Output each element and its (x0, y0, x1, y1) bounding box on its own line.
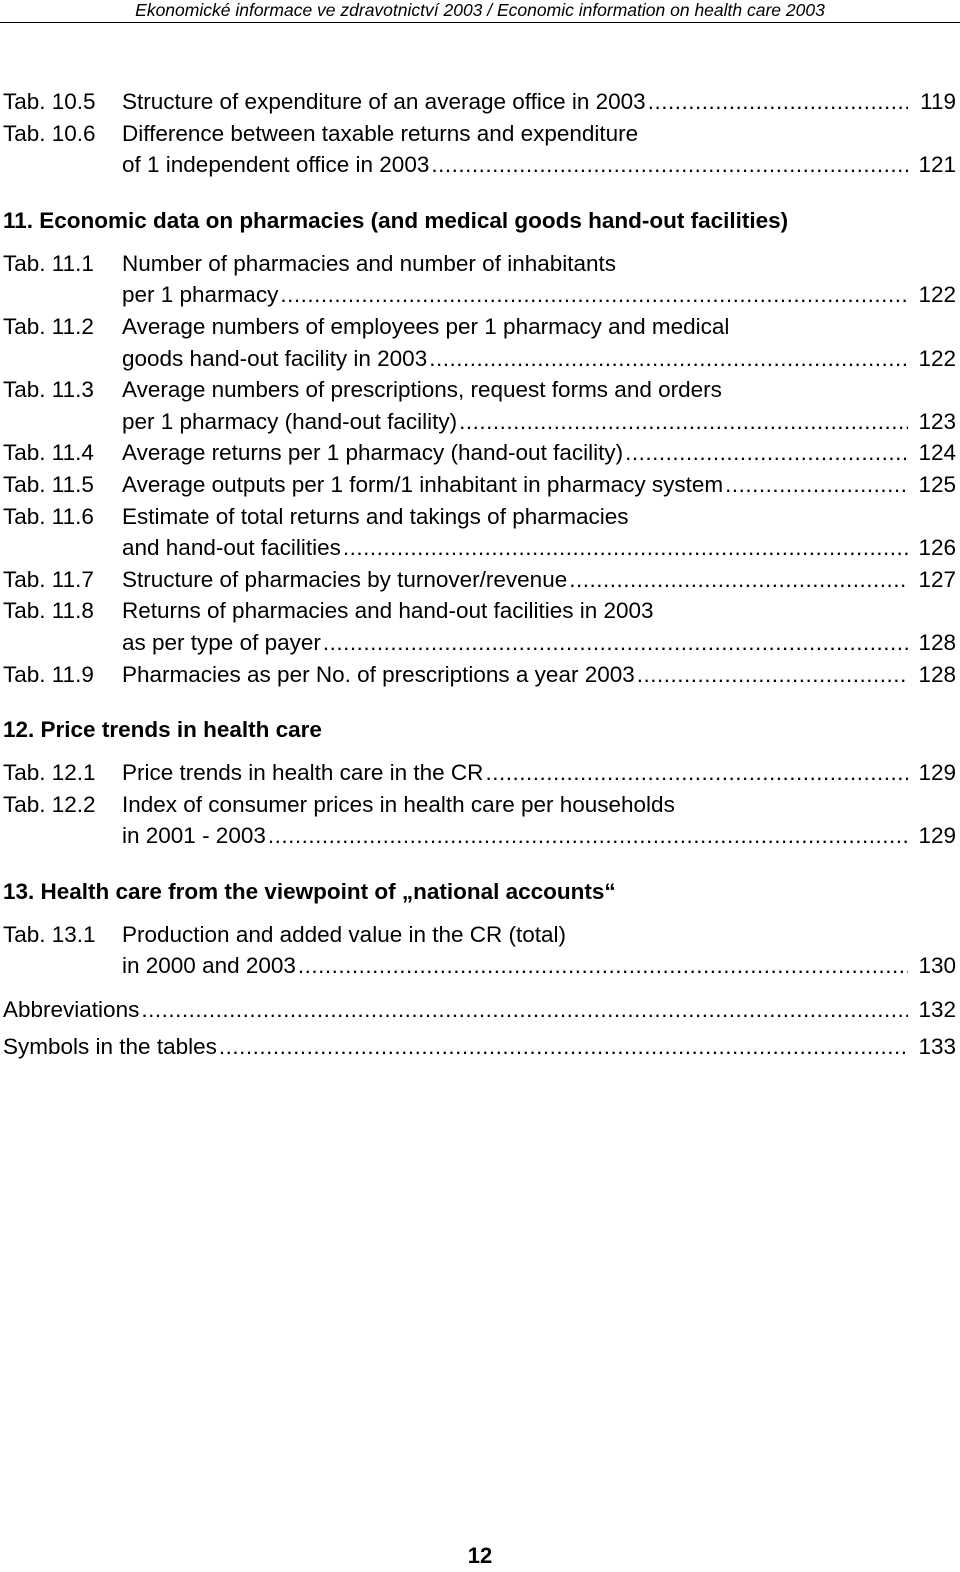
toc-entry-title-cont: as per type of payer (122, 629, 321, 655)
toc-entry-page: 128 (918, 661, 956, 687)
dot-leader (648, 86, 908, 118)
toc-entry-page: 121 (918, 152, 956, 178)
dot-leader (637, 659, 908, 691)
toc-entry-tab-12-2[interactable] (3, 789, 956, 852)
toc-entry-tab-11-2[interactable] (3, 311, 956, 374)
toc-entry-tab-10-6[interactable] (3, 118, 956, 181)
dot-leader (725, 469, 908, 501)
toc-entry-tab-10-5[interactable] (3, 86, 956, 118)
dot-leader (141, 994, 908, 1026)
toc-entry-page: 123 (918, 408, 956, 434)
toc-entry-page: 122 (918, 345, 956, 371)
toc-section-10 (3, 86, 956, 181)
toc-entry-title: Average numbers of prescriptions, request forms and orders (122, 377, 722, 403)
toc-entry-tab-11-4[interactable] (3, 437, 956, 469)
toc-entry-tab-11-6[interactable] (3, 501, 956, 564)
running-header-title: Ekonomické informace ve zdravotnictví 2003 / Economic information on health care 2003 (135, 0, 825, 20)
toc-entry-label: Tab. 11.7 (3, 566, 94, 592)
dot-leader (485, 757, 908, 789)
toc-entry-title: Structure of pharmacies by turnover/revenue (122, 566, 568, 592)
toc-entry-tab-13-1[interactable] (3, 919, 956, 982)
toc-entry-page: 122 (918, 282, 956, 308)
dot-leader (431, 149, 908, 181)
toc-entry-page: 127 (918, 566, 956, 592)
toc-entry-tab-11-5[interactable] (3, 469, 956, 501)
toc-entry-symbols[interactable] (3, 1031, 956, 1063)
dot-leader (298, 950, 908, 982)
toc-entry-page: 119 (920, 89, 956, 114)
table-of-contents (3, 86, 956, 1062)
toc-entry-tab-11-3[interactable] (3, 374, 956, 437)
toc-entry-title-cont: in 2000 and 2003 (122, 953, 296, 979)
toc-entry-page: 128 (918, 629, 956, 655)
toc-entry-label: Tab. 11.2 (3, 313, 94, 339)
page-number: 12 (467, 1543, 493, 1568)
dot-leader (625, 437, 908, 469)
toc-entry-title: Price trends in health care in the CR (122, 760, 484, 786)
toc-entry-label: Tab. 11.8 (3, 598, 94, 624)
dot-leader (323, 627, 908, 659)
toc-entry-page: 129 (918, 760, 956, 786)
toc-entry-title-cont: per 1 pharmacy (hand-out facility) (122, 408, 458, 434)
toc-entry-title: Average numbers of employees per 1 pharmacy and medical (122, 313, 730, 339)
toc-entry-label: Tab. 12.1 (3, 760, 96, 786)
toc-entry-title: Number of pharmacies and number of inhabitants (122, 250, 617, 276)
toc-entry-title: Average returns per 1 pharmacy (hand-out facility) (122, 440, 624, 466)
toc-entry-label: Tab. 13.1 (3, 921, 96, 947)
toc-entry-title-cont: per 1 pharmacy (122, 282, 279, 308)
toc-entry-page: 130 (918, 953, 956, 979)
toc-entry-label: Tab. 11.9 (3, 661, 94, 687)
toc-entry-title-cont: and hand-out facilities (122, 535, 341, 561)
toc-entry-title: Average outputs per 1 form/1 inhabitant in pharmacy system (122, 471, 724, 497)
toc-entry-label: Tab. 10.5 (3, 89, 96, 114)
toc-entry-abbreviations[interactable] (3, 994, 956, 1026)
toc-entry-title: Structure of expenditure of an average office in 2003 (122, 89, 646, 114)
toc-section-13 (3, 876, 956, 982)
toc-entry-label: Tab. 11.6 (3, 503, 94, 529)
toc-entry-label: Tab. 11.1 (3, 250, 94, 276)
running-header (0, 0, 960, 23)
toc-entry-page: 133 (918, 1033, 956, 1059)
toc-section-12 (3, 714, 956, 852)
toc-entry-title: Abbreviations (3, 997, 140, 1023)
dot-leader (280, 279, 908, 311)
toc-entry-title-cont: of 1 independent office in 2003 (122, 152, 430, 178)
toc-entry-label: Tab. 11.3 (3, 377, 94, 403)
toc-entry-title: Pharmacies as per No. of prescriptions a year 2003 (122, 661, 635, 687)
toc-entry-tab-11-9[interactable] (3, 659, 956, 691)
toc-entry-label: Tab. 12.2 (3, 791, 96, 817)
toc-entry-title: Estimate of total returns and takings of pharmacies (122, 503, 629, 529)
dot-leader (429, 343, 908, 375)
dot-leader (569, 564, 908, 596)
toc-entry-tab-12-1[interactable] (3, 757, 956, 789)
toc-entry-page: 124 (918, 440, 956, 466)
toc-entry-tab-11-7[interactable] (3, 564, 956, 596)
dot-leader (268, 820, 908, 852)
toc-entry-title: Index of consumer prices in health care per households (122, 791, 675, 817)
section-heading-11: 11. Economic data on pharmacies (and medical goods hand-out facilities) (3, 207, 789, 233)
dot-leader (219, 1031, 908, 1063)
toc-entry-title: Difference between taxable returns and expenditure (122, 120, 639, 146)
toc-entry-title-cont: goods hand-out facility in 2003 (122, 345, 428, 371)
toc-entry-title: Production and added value in the CR (total) (122, 921, 567, 947)
toc-entry-title-cont: in 2001 - 2003 (122, 823, 266, 849)
section-heading-13: 13. Health care from the viewpoint of „national accounts“ (3, 878, 616, 904)
toc-entry-title: Symbols in the tables (3, 1033, 217, 1059)
toc-section-11 (3, 205, 956, 690)
section-heading-12: 12. Price trends in health care (3, 717, 322, 743)
toc-entry-tab-11-1[interactable] (3, 248, 956, 311)
toc-entry-title: Returns of pharmacies and hand-out facilities in 2003 (122, 598, 654, 624)
dot-leader (459, 406, 908, 438)
toc-entry-label: Tab. 11.4 (3, 440, 94, 466)
dot-leader (343, 532, 908, 564)
toc-entry-label: Tab. 10.6 (3, 120, 96, 146)
toc-entry-page: 132 (918, 997, 956, 1023)
toc-entry-page: 129 (918, 823, 956, 849)
toc-entry-page: 125 (918, 471, 956, 497)
toc-entry-label: Tab. 11.5 (3, 471, 94, 497)
toc-entry-page: 126 (918, 535, 956, 561)
toc-entry-tab-11-8[interactable] (3, 595, 956, 658)
